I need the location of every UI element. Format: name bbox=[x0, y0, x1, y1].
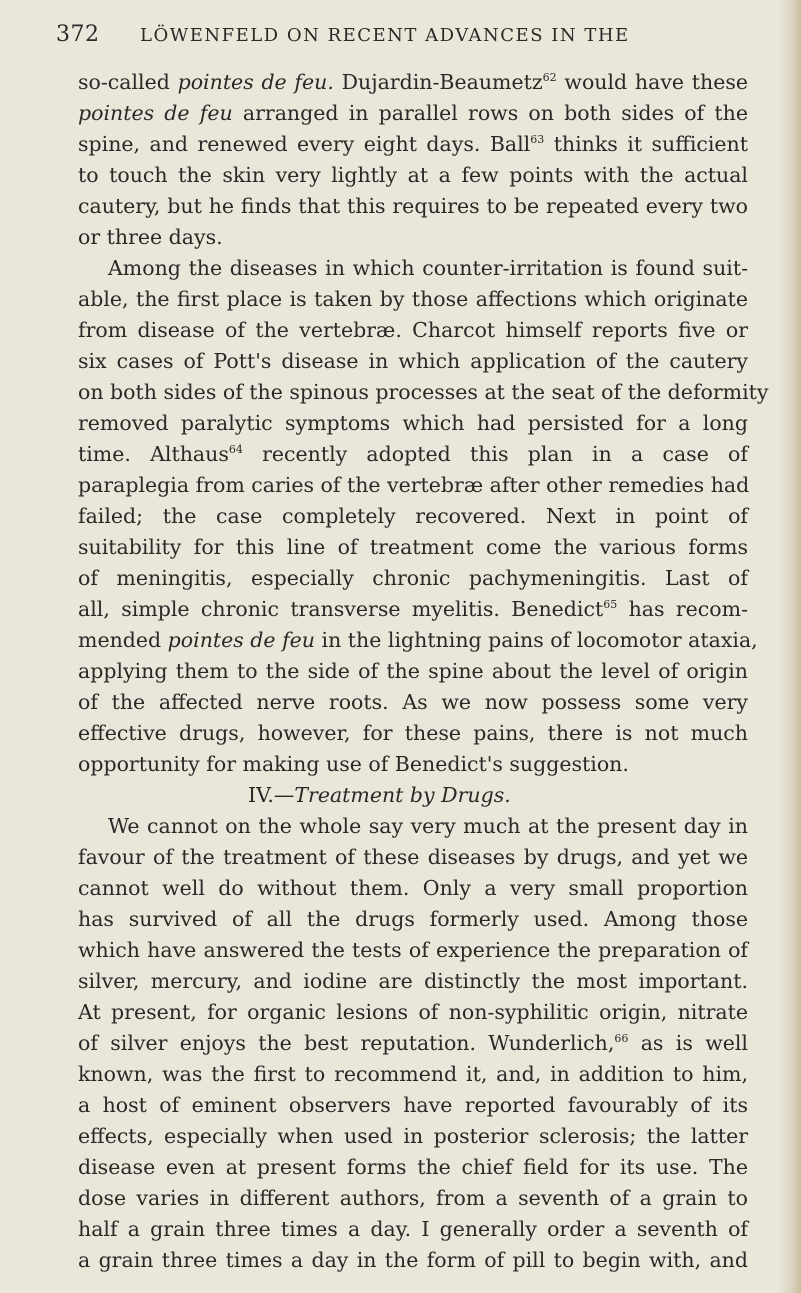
text-line: all, simple chronic transverse myelitis. Benedict$^{65}$ has recom- bbox=[78, 597, 748, 621]
text-line: pointes de feu arranged in parallel rows on both sides of the bbox=[78, 101, 748, 125]
text-line: removed paralytic symptoms which had persisted for a long bbox=[78, 411, 748, 435]
text-line: opportunity for making use of Benedict's suggestion. bbox=[78, 752, 629, 776]
text-line: favour of the treatment of these diseases by drugs, and yet we bbox=[78, 845, 748, 869]
text-line: from disease of the vertebræ. Charcot himself reports five or bbox=[78, 318, 748, 342]
text-line: Among the diseases in which counter-irritation is found suit- bbox=[108, 256, 748, 280]
text-line: known, was the first to recommend it, and, in addition to him, bbox=[78, 1062, 748, 1086]
text-line: cautery, but he finds that this requires to be repeated every two bbox=[78, 194, 748, 218]
section-heading bbox=[78, 780, 748, 811]
text-line: of the affected nerve roots. As we now possess some very bbox=[78, 690, 748, 714]
text-line: We cannot on the whole say very much at the present day in bbox=[108, 814, 748, 838]
footnote-ref: 64 bbox=[228, 443, 243, 456]
section-number: IV.— bbox=[248, 783, 295, 807]
text-line: on both sides of the spinous processes at the seat of the deformity bbox=[78, 380, 769, 404]
text-line: cannot well do without them. Only a very small proportion bbox=[78, 876, 748, 900]
page-number: 372 bbox=[56, 22, 100, 47]
page-edge-shadow bbox=[779, 0, 801, 1293]
text-line: half a grain three times a day. I generally order a seventh of bbox=[78, 1217, 748, 1241]
text-line: effective drugs, however, for these pains, there is not much bbox=[78, 721, 748, 745]
footnote-ref: 63 bbox=[530, 133, 545, 146]
text-line: At present, for organic lesions of non-syphilitic origin, nitrate bbox=[78, 1000, 748, 1024]
text-line: of meningitis, especially chronic pachymeningitis. Last of bbox=[78, 566, 748, 590]
body-text bbox=[78, 67, 769, 1276]
footnote-ref: 66 bbox=[614, 1032, 629, 1045]
text-line: or three days. bbox=[78, 225, 223, 249]
text-line: suitability for this line of treatment come the various forms bbox=[78, 535, 748, 559]
text-line: dose varies in different authors, from a seventh of a grain to bbox=[78, 1186, 748, 1210]
text-line: of silver enjoys the best reputation. Wunderlich,$^{66}$ as is well bbox=[78, 1031, 748, 1055]
text-line: so-called pointes de feu. Dujardin-Beaumetz$^{62}$ would have these bbox=[78, 70, 748, 94]
text-line: disease even at present forms the chief field for its use. The bbox=[78, 1155, 748, 1179]
text-line: paraplegia from caries of the vertebræ after other remedies had bbox=[78, 473, 750, 497]
text-line: six cases of Pott's disease in which application of the cautery bbox=[78, 349, 748, 373]
running-head bbox=[0, 22, 801, 52]
section-title: Treatment by Drugs. bbox=[294, 783, 511, 807]
footnote-ref: 62 bbox=[542, 71, 557, 84]
text-line: a grain three times a day in the form of pill to begin with, and bbox=[78, 1248, 748, 1272]
text-line: which have answered the tests of experience the preparation of bbox=[78, 938, 748, 962]
text-line: able, the first place is taken by those affections which originate bbox=[78, 287, 748, 311]
text-line: has survived of all the drugs formerly used. Among those bbox=[78, 907, 748, 931]
text-line: a host of eminent observers have reported favourably of its bbox=[78, 1093, 748, 1117]
text-line: failed; the case completely recovered. Next in point of bbox=[78, 504, 748, 528]
text-line: silver, mercury, and iodine are distinctly the most important. bbox=[78, 969, 748, 993]
text-line: to touch the skin very lightly at a few points with the actual bbox=[78, 163, 748, 187]
text-line: applying them to the side of the spine about the level of origin bbox=[78, 659, 748, 683]
footnote-ref: 65 bbox=[603, 598, 618, 611]
text-line: mended pointes de feu in the lightning pains of locomotor ataxia, bbox=[78, 628, 758, 652]
running-title: LÖWENFELD ON RECENT ADVANCES IN THE bbox=[140, 25, 630, 46]
text-line: spine, and renewed every eight days. Ball$^{63}$ thinks it sufficient bbox=[78, 132, 748, 156]
text-line: time. Althaus$^{64}$ recently adopted this plan in a case of bbox=[78, 442, 748, 466]
text-line: effects, especially when used in posterior sclerosis; the latter bbox=[78, 1124, 748, 1148]
